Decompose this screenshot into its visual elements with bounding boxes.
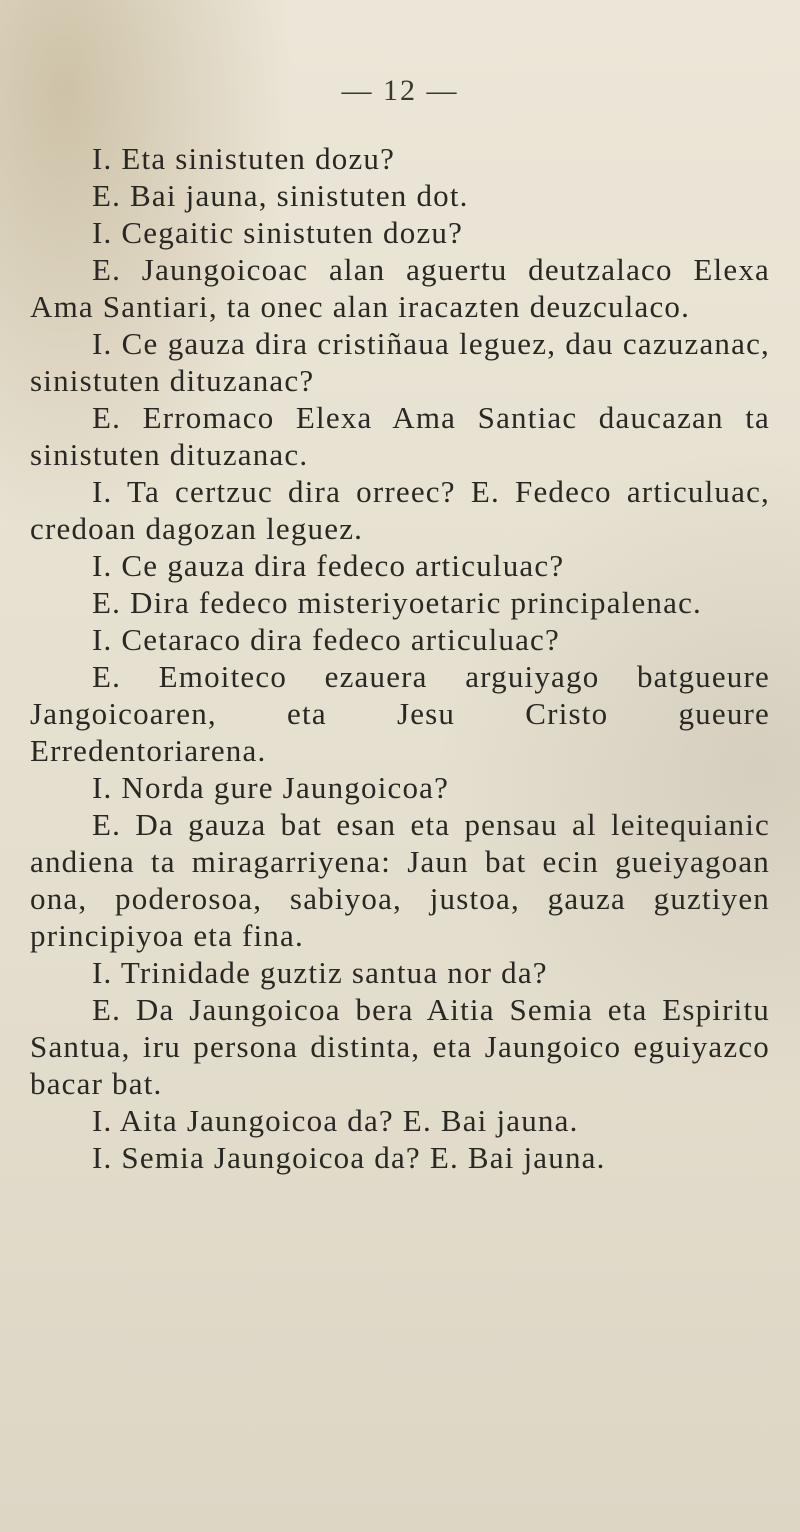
paragraph: E. Da gauza bat esan eta pensau al leitequianic andiena ta miragarriyena: Jaun bat ecin gueiyagoan ona, poderosoa, sabiyoa, justoa, gauza guztiyen principiyoa eta fina. xyxy=(30,807,770,953)
paragraph: I. Ce gauza dira cristiñaua leguez, dau cazuzanac, sinistuten dituzanac? xyxy=(30,326,770,398)
paragraph: E. Jaungoicoac alan aguertu deutzalaco Elexa Ama Santiari, ta onec alan iracazten deuzculaco. xyxy=(30,252,770,324)
paragraph: I. Cetaraco dira fedeco articuluac? xyxy=(92,622,560,657)
paragraph: E. Erromaco Elexa Ama Santiac daucazan ta sinistuten dituzanac. xyxy=(30,400,770,472)
catechism-text xyxy=(30,140,770,1176)
paragraph: I. Semia Jaungoicoa da? E. Bai jauna. xyxy=(92,1140,606,1175)
paragraph: E. Emoiteco ezauera arguiyago batgueure Jangoicoaren, eta Jesu Cristo gueure Erredentoriarena. xyxy=(30,659,770,768)
page-number: — 12 — xyxy=(341,74,459,107)
paragraph: I. Eta sinistuten dozu? xyxy=(92,141,396,176)
paragraph: E. Da Jaungoicoa bera Aitia Semia eta Espiritu Santua, iru persona distinta, eta Jaungoico eguiyazco bacar bat. xyxy=(30,992,770,1101)
paragraph: I. Ce gauza dira fedeco articuluac? xyxy=(92,548,565,583)
paragraph: I. Aita Jaungoicoa da? E. Bai jauna. xyxy=(92,1103,579,1138)
paragraph: I. Trinidade guztiz santua nor da? xyxy=(92,955,548,990)
paragraph: E. Bai jauna, sinistuten dot. xyxy=(92,178,469,213)
paragraph: I. Cegaitic sinistuten dozu? xyxy=(92,215,464,250)
paragraph: I. Ta certzuc dira orreec? E. Fedeco articuluac, credoan dagozan leguez. xyxy=(30,474,770,546)
paragraph: I. Norda gure Jaungoicoa? xyxy=(92,770,450,805)
paragraph: E. Dira fedeco misteriyoetaric principalenac. xyxy=(92,585,703,620)
